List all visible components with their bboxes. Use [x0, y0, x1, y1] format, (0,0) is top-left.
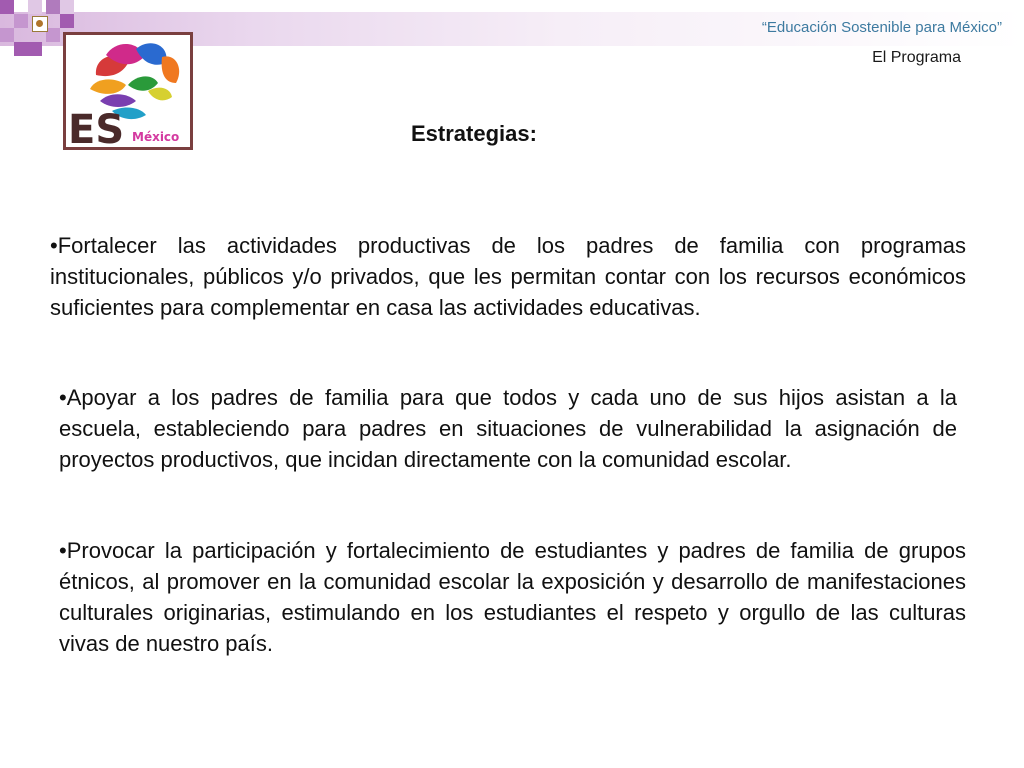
- header-section-label: El Programa: [872, 49, 961, 66]
- slide-title: Estrategias:: [411, 121, 537, 146]
- strategy-bullet-3: •Provocar la participación y fortalecimiento de estudiantes y padres de familia de grupos étnicos, al promover en la comunidad escolar la exposición y desarrollo de manifestaciones culturales originarias, estimulando en los estudiantes el respeto y orgullo de las culturas vivas de nuestro país.: [59, 538, 966, 656]
- strategy-bullet-2: •Apoyar a los padres de familia para que todos y cada uno de sus hijos asistan a la escuela, estableciendo para padres en situaciones de vulnerabilidad la asignación de proyectos productivos, que incidan directamente con la comunidad escolar.: [59, 385, 957, 472]
- header-title: “Educación Sostenible para México”: [761, 19, 1002, 36]
- logo-es-text: ES: [68, 107, 125, 147]
- logo-lettering: [66, 35, 190, 147]
- logo-mexico-text: México: [132, 130, 180, 144]
- presentation-icon: [32, 16, 48, 32]
- strategy-bullet-1: •Fortalecer las actividades productivas de los padres de familia con programas institucionales, públicos y/o privados, que les permitan contar con los recursos económicos suficientes para complementar en casa las actividades educativas.: [50, 233, 966, 320]
